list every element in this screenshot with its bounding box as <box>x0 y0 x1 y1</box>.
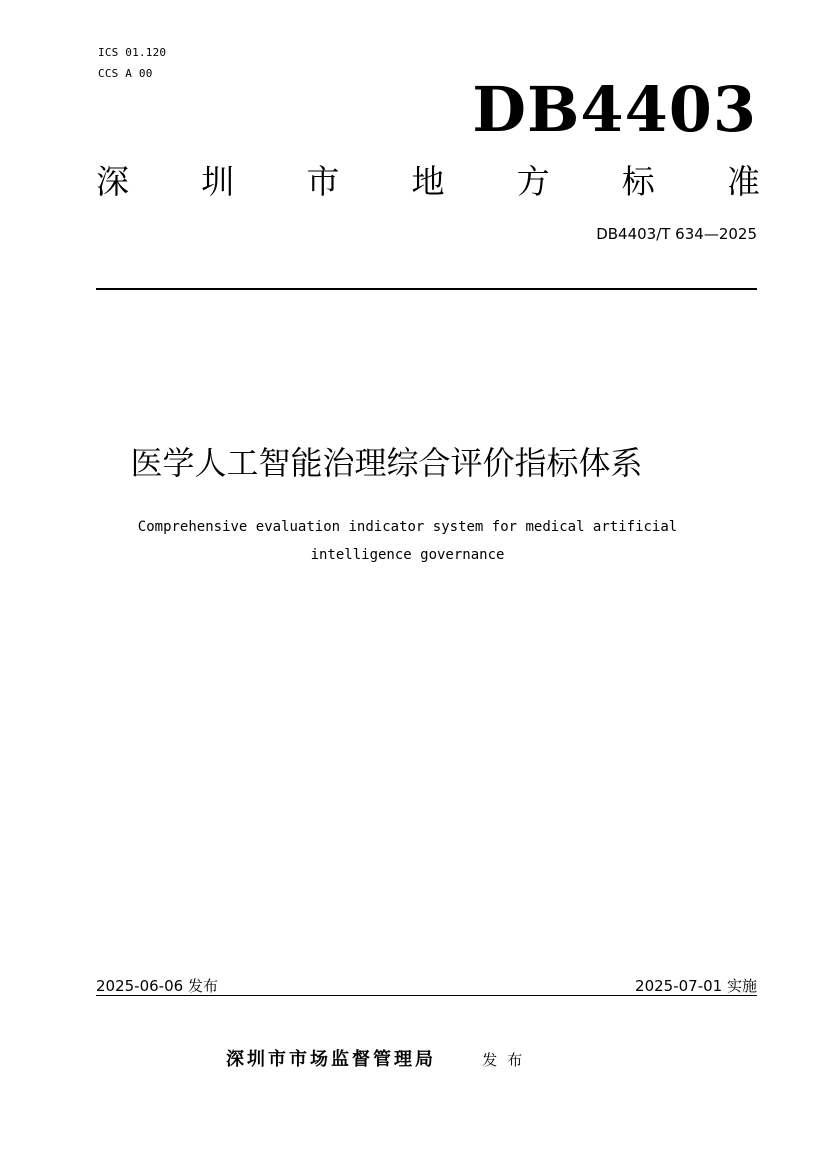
ics-code: ICS 01.120 <box>98 46 167 59</box>
standard-number: DB4403/T 634—2025 <box>596 225 757 243</box>
issue-label: 发布 <box>482 1051 533 1069</box>
title-english-line-2: intelligence governance <box>310 547 505 563</box>
db-mark: DB4403 <box>472 73 757 146</box>
title-chinese-text: 医学人工智能治理综合评价指标体系 <box>130 444 643 482</box>
standard-type-char: 标 <box>621 161 655 201</box>
release-date: 2025-06-06 发布 <box>96 977 218 995</box>
standard-type-char: 深 <box>96 161 129 201</box>
date-row <box>96 975 757 997</box>
top-divider <box>96 288 757 290</box>
standard-type <box>96 154 760 204</box>
title-chinese <box>0 440 815 486</box>
standard-type-char: 方 <box>516 161 550 201</box>
standard-type-char: 地 <box>411 161 445 201</box>
issuing-authority: 深圳市市场监督管理局 <box>226 1049 436 1070</box>
ccs-code: CCS A 00 <box>98 67 153 80</box>
title-english-line-1: Comprehensive evaluation indicator system for medical artificial <box>137 519 678 535</box>
standard-type-char: 准 <box>726 161 760 201</box>
issuer-row <box>226 1046 532 1074</box>
standard-type-char: 市 <box>306 161 340 201</box>
standard-type-char: 圳 <box>201 161 235 201</box>
bottom-divider <box>96 995 757 996</box>
title-english <box>80 513 735 569</box>
implementation-date: 2025-07-01 实施 <box>635 977 757 995</box>
classification-codes <box>98 42 166 84</box>
